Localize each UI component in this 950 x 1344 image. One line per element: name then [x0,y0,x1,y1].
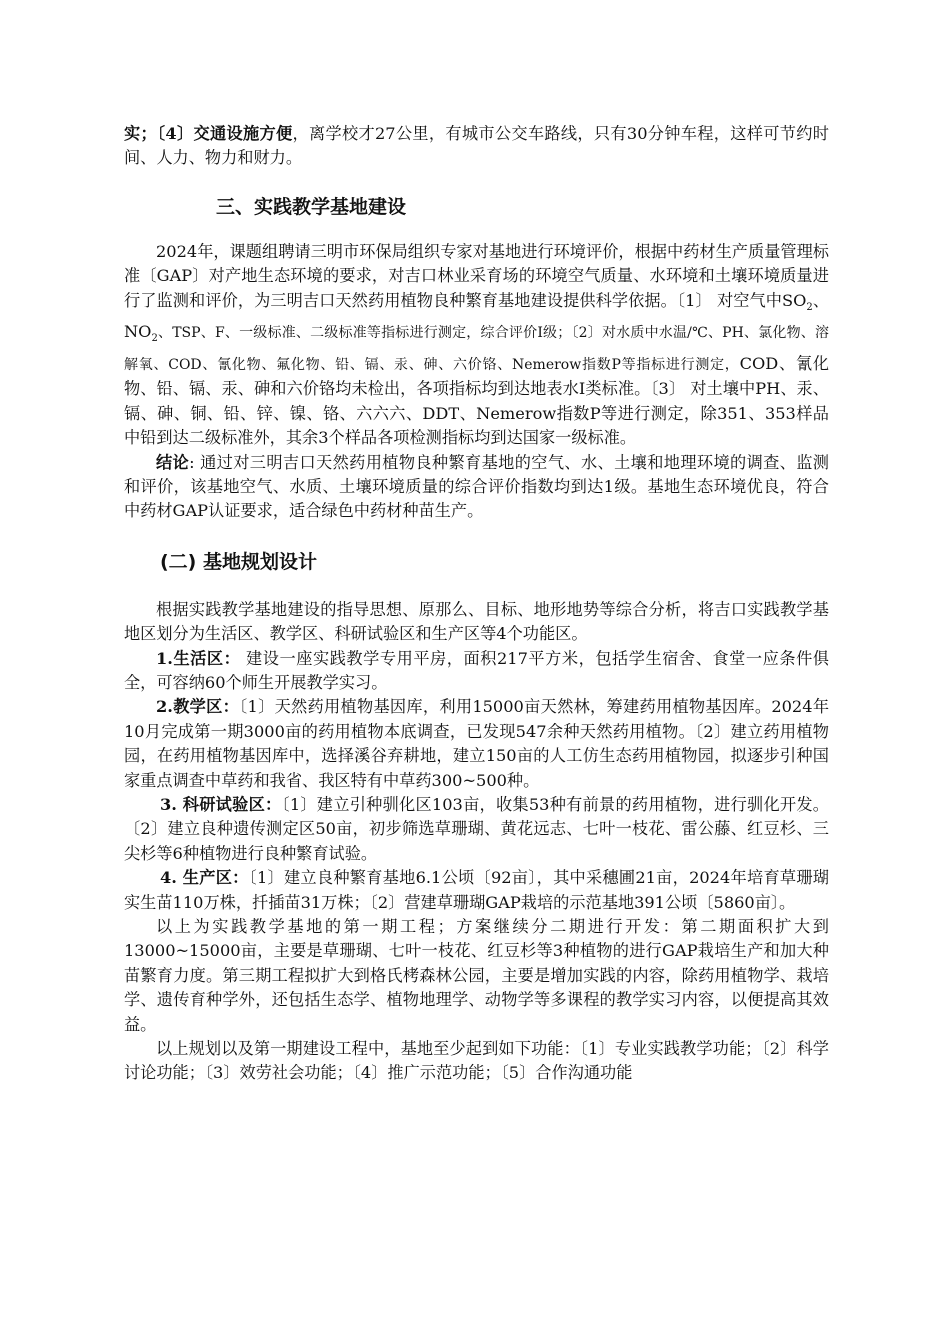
paragraph-conclusion [124,451,829,524]
document-page [124,122,829,1086]
env-sub-1: 2 [806,301,813,313]
env-text-2: 、NO [124,290,830,342]
conclusion-label: 结论 [156,452,190,472]
zone-text: 建设一座实践教学专用平房，面积217平方米，包括学生宿舍、食堂一应条件俱全，可容纳60个师生开展教学实习。 [124,648,829,692]
env-text-4: COD、氰化物、铅、镉、汞、砷和六价铬均未检出，各项指标均到达地表水Ⅰ类标准。〔3〕 对土壤中PH、汞、镉、砷、铜、铅、锌、镍、铬、六六六、DDT、Nemerow指数P等进行测定，除351、353样品中铅到达二级标准外，其余3个样品各项检测指标均到达国家一级标准。 [124,353,829,448]
transport-text: ，离学校才27公里，有城市公交车路线，只有30分钟车程，这样可节约时间、人力、物力和财力。 [124,124,829,168]
env-sub-2: 2 [151,333,158,345]
bold-transport-label: 实；〔4〕交通设施方便 [124,124,293,143]
paragraph-functions: 以上规划以及第一期建设工程中，基地至少起到如下功能：〔1〕专业实践教学功能；〔2〕科学讨论功能；〔3〕效劳社会功能；〔4〕推广示范功能；〔5〕合作沟通功能 [124,1039,829,1083]
paragraph-transport [124,122,829,171]
zone-text: 〔1〕建立良种繁育基地6.1公顷〔92亩〕，其中采穗圃21亩，2024年培育草珊瑚实生苗110万株，扦插苗31万株；〔2〕营建草珊瑚GAP栽培的示范基地391公顷〔5860亩〕。 [124,868,829,912]
section-title: 三、实践教学基地建设 [216,195,407,218]
paragraph-phases: 以上为实践教学基地的第一期工程；方案继续分二期进行开发：第二期面积扩大到13000~15000亩，主要是草珊瑚、七叶一枝花、红豆杉等3种植物的进行GAP栽培生产和加大种苗繁育力度。第三期工程拟扩大到格氏栲森林公园，主要是增加实践的内容，除药用植物学、栽培学、遗传育种学外，还包括生态学、植物地理学、动物学等多课程的教学实习内容，以便提高其效益。 [124,917,829,1034]
zone-label: 4. 生产区： [160,868,249,888]
zone-text: 〔1〕建立引种驯化区103亩，收集53种有前景的药用植物，进行驯化开发。〔2〕建立良种遗传测定区50亩，初步筛选草珊瑚、黄花远志、七叶一枝花、雷公藤、红豆杉、三尖杉等6种植物进行良种繁育试验。 [124,795,829,863]
subsection-title: (二) 基地规划设计 [160,550,317,573]
paragraph-environment [124,240,829,451]
zone-text: 〔1〕天然药用植物基因库，利用15000亩天然林，筹建药用植物基因库。2024年10月完成第一期3000亩的药用植物本底调查，已发现547余种天然药用植物。〔2〕建立药用植物园，在药用植物基因库中，选择溪谷弃耕地，建立150亩的人工仿生态药用植物园，拟逐步引种国家重点调查中草药和我省、我区特有中草药300~500种。 [124,697,830,790]
conclusion-text: : 通过对三明吉口天然药用植物良种繁育基地的空气、水、土壤和地理环境的调查、监测和评价，该基地空气、水质、土壤环境质量的综合评价指数均到达1级。基地生态环境优良，符合中药材GAP认证要求，适合绿色中药材种苗生产。 [124,452,829,521]
env-text-1: 2024年，课题组聘请三明市环保局组织专家对基地进行环境评价，根据中药材生产质量管理标准〔GAP〕对产地生态环境的要求，对吉口林业采育场的环境空气质量、水环境和土壤环境质量进行了监测和评价，为三明吉口天然药用植物良种繁育基地建设提供科学依据。〔1〕 对空气中SO [124,241,829,310]
zone-label: 3. 科研试验区： [160,795,282,814]
paragraph-plan: 根据实践教学基地建设的指导思想、原那么、目标、地形地势等综合分析，将吉口实践教学基地区划分为生活区、教学区、科研试验区和生产区等4个功能区。 [124,599,829,644]
env-text-3: 、TSP、F、一级标准、二级标准等指标进行测定，综合评价I级；〔2〕对水质中水温/℃、PH、氯化物、溶解氧、COD、氰化物、氟化物、铅、镉、汞、砷、六价铬、Nemerow指数P等指标进行测定， [124,325,829,373]
zone-living [124,647,829,696]
zone-production [124,866,829,915]
zone-label: 2.教学区： [156,697,240,717]
zone-research [124,793,829,866]
zone-label: 1.生活区： [156,648,241,668]
zone-teaching [124,695,829,793]
